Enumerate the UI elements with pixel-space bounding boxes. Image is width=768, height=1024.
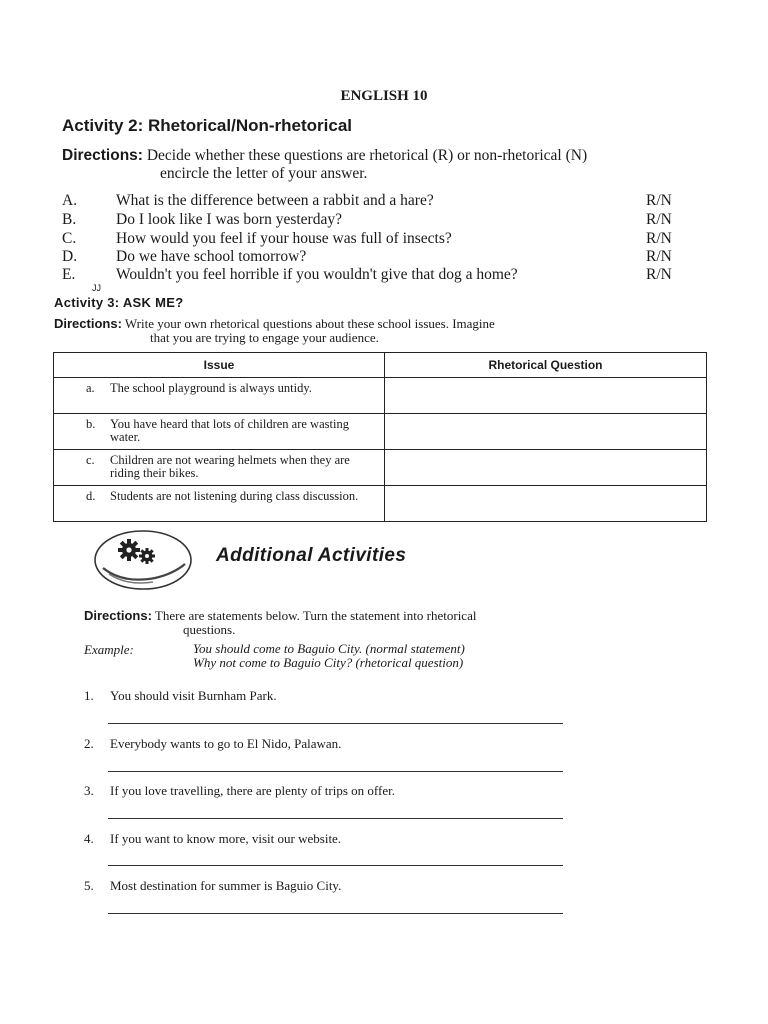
item-number: 3.: [84, 783, 94, 798]
question-text: How would you feel if your house was full of insects?: [116, 230, 452, 247]
question-letter: C.: [62, 230, 77, 247]
answer-cell[interactable]: [385, 414, 707, 450]
answer-choice[interactable]: R/N: [646, 192, 672, 209]
activity2-heading: Activity 2: Rhetorical/Non-rhetorical: [62, 116, 353, 135]
additional-directions: [84, 609, 724, 637]
question-text: Wouldn't you feel horrible if you wouldn't give that dog a home?: [116, 266, 518, 283]
item-text: Everybody wants to go to El Nido, Palawan.: [110, 736, 342, 751]
answer-choice[interactable]: R/N: [646, 266, 672, 283]
table-row: [54, 414, 707, 450]
activity2-directions: [62, 147, 732, 183]
answer-choice[interactable]: R/N: [646, 230, 672, 247]
row-letter: b.: [86, 417, 96, 431]
answer-line[interactable]: [108, 723, 563, 724]
answer-line[interactable]: [108, 771, 563, 772]
column-header-issue: Issue: [54, 353, 385, 378]
question-text: Do we have school tomorrow?: [116, 248, 307, 265]
issues-table: [53, 352, 707, 522]
issue-text: The school playground is always untidy.: [110, 381, 312, 395]
issue-text: Children are not wearing helmets when they are riding their bikes.: [110, 453, 350, 480]
item-number: 5.: [84, 878, 94, 893]
table-row: [54, 378, 707, 414]
directions-text-2: that you are trying to engage your audience.: [150, 330, 379, 345]
issue-cell: [54, 378, 385, 414]
activity3-heading: Activity 3: ASK ME?: [54, 295, 184, 310]
directions-label: Directions:: [54, 316, 122, 331]
row-letter: c.: [86, 453, 95, 467]
issue-text: Students are not listening during class discussion.: [110, 489, 359, 503]
list-item: [84, 783, 395, 799]
question-row: [62, 192, 692, 211]
question-letter: A.: [62, 192, 78, 209]
answer-choice[interactable]: R/N: [646, 248, 672, 265]
question-text: What is the difference between a rabbit and a hare?: [116, 192, 434, 209]
list-item: [84, 688, 277, 704]
item-number: 2.: [84, 736, 94, 751]
example-text: [193, 642, 465, 670]
issue-cell: [54, 414, 385, 450]
issue-text: You have heard that lots of children are wasting water.: [110, 417, 349, 444]
item-text: Most destination for summer is Baguio City.: [110, 878, 342, 893]
issue-cell: [54, 486, 385, 522]
directions-text-1: Decide whether these questions are rhetorical (R) or non-rhetorical (N): [146, 147, 588, 164]
initials-mark: JJ: [92, 283, 101, 293]
directions-label: Directions:: [84, 608, 152, 623]
directions-text-1: Write your own rhetorical questions about these school issues. Imagine: [124, 316, 495, 331]
question-letter: E.: [62, 266, 76, 283]
question-row: [62, 266, 692, 285]
list-item: [84, 831, 341, 847]
question-row: [62, 211, 692, 230]
answer-cell[interactable]: [385, 378, 707, 414]
question-letter: B.: [62, 211, 77, 228]
directions-text-1: There are statements below. Turn the statement into rhetorical: [154, 608, 477, 623]
list-item: [84, 878, 341, 894]
table-header-row: [54, 353, 707, 378]
directions-text-2: questions.: [183, 622, 236, 637]
item-text: If you love travelling, there are plenty of trips on offer.: [110, 783, 395, 798]
item-number: 4.: [84, 831, 94, 846]
question-row: [62, 230, 692, 249]
item-number: 1.: [84, 688, 94, 703]
answer-line[interactable]: [108, 865, 563, 866]
answer-cell[interactable]: [385, 450, 707, 486]
activity3-directions: [54, 317, 714, 345]
question-text: Do I look like I was born yesterday?: [116, 211, 342, 228]
answer-line[interactable]: [108, 913, 563, 914]
item-text: If you want to know more, visit our website.: [110, 831, 342, 846]
directions-text-2: encircle the letter of your answer.: [160, 165, 368, 182]
additional-activities-heading: Additional Activities: [216, 545, 407, 566]
answer-cell[interactable]: [385, 486, 707, 522]
row-letter: d.: [86, 489, 96, 503]
issue-cell: [54, 450, 385, 486]
table-row: [54, 450, 707, 486]
directions-label: Directions:: [62, 147, 143, 164]
answer-line[interactable]: [108, 818, 563, 819]
gears-in-hand-icon: [93, 528, 193, 592]
item-text: You should visit Burnham Park.: [110, 688, 277, 703]
table-row: [54, 486, 707, 522]
question-letter: D.: [62, 248, 78, 265]
answer-choice[interactable]: R/N: [646, 211, 672, 228]
column-header-rhetorical-question: Rhetorical Question: [385, 353, 707, 378]
list-item: [84, 736, 341, 752]
question-row: [62, 248, 692, 267]
example-label: Example:: [84, 642, 134, 657]
example-normal: You should come to Baguio City. (normal statement): [193, 641, 465, 656]
row-letter: a.: [86, 381, 95, 395]
example-rhetorical: Why not come to Baguio City? (rhetorical question): [193, 655, 464, 670]
page-title: ENGLISH 10: [340, 88, 428, 104]
